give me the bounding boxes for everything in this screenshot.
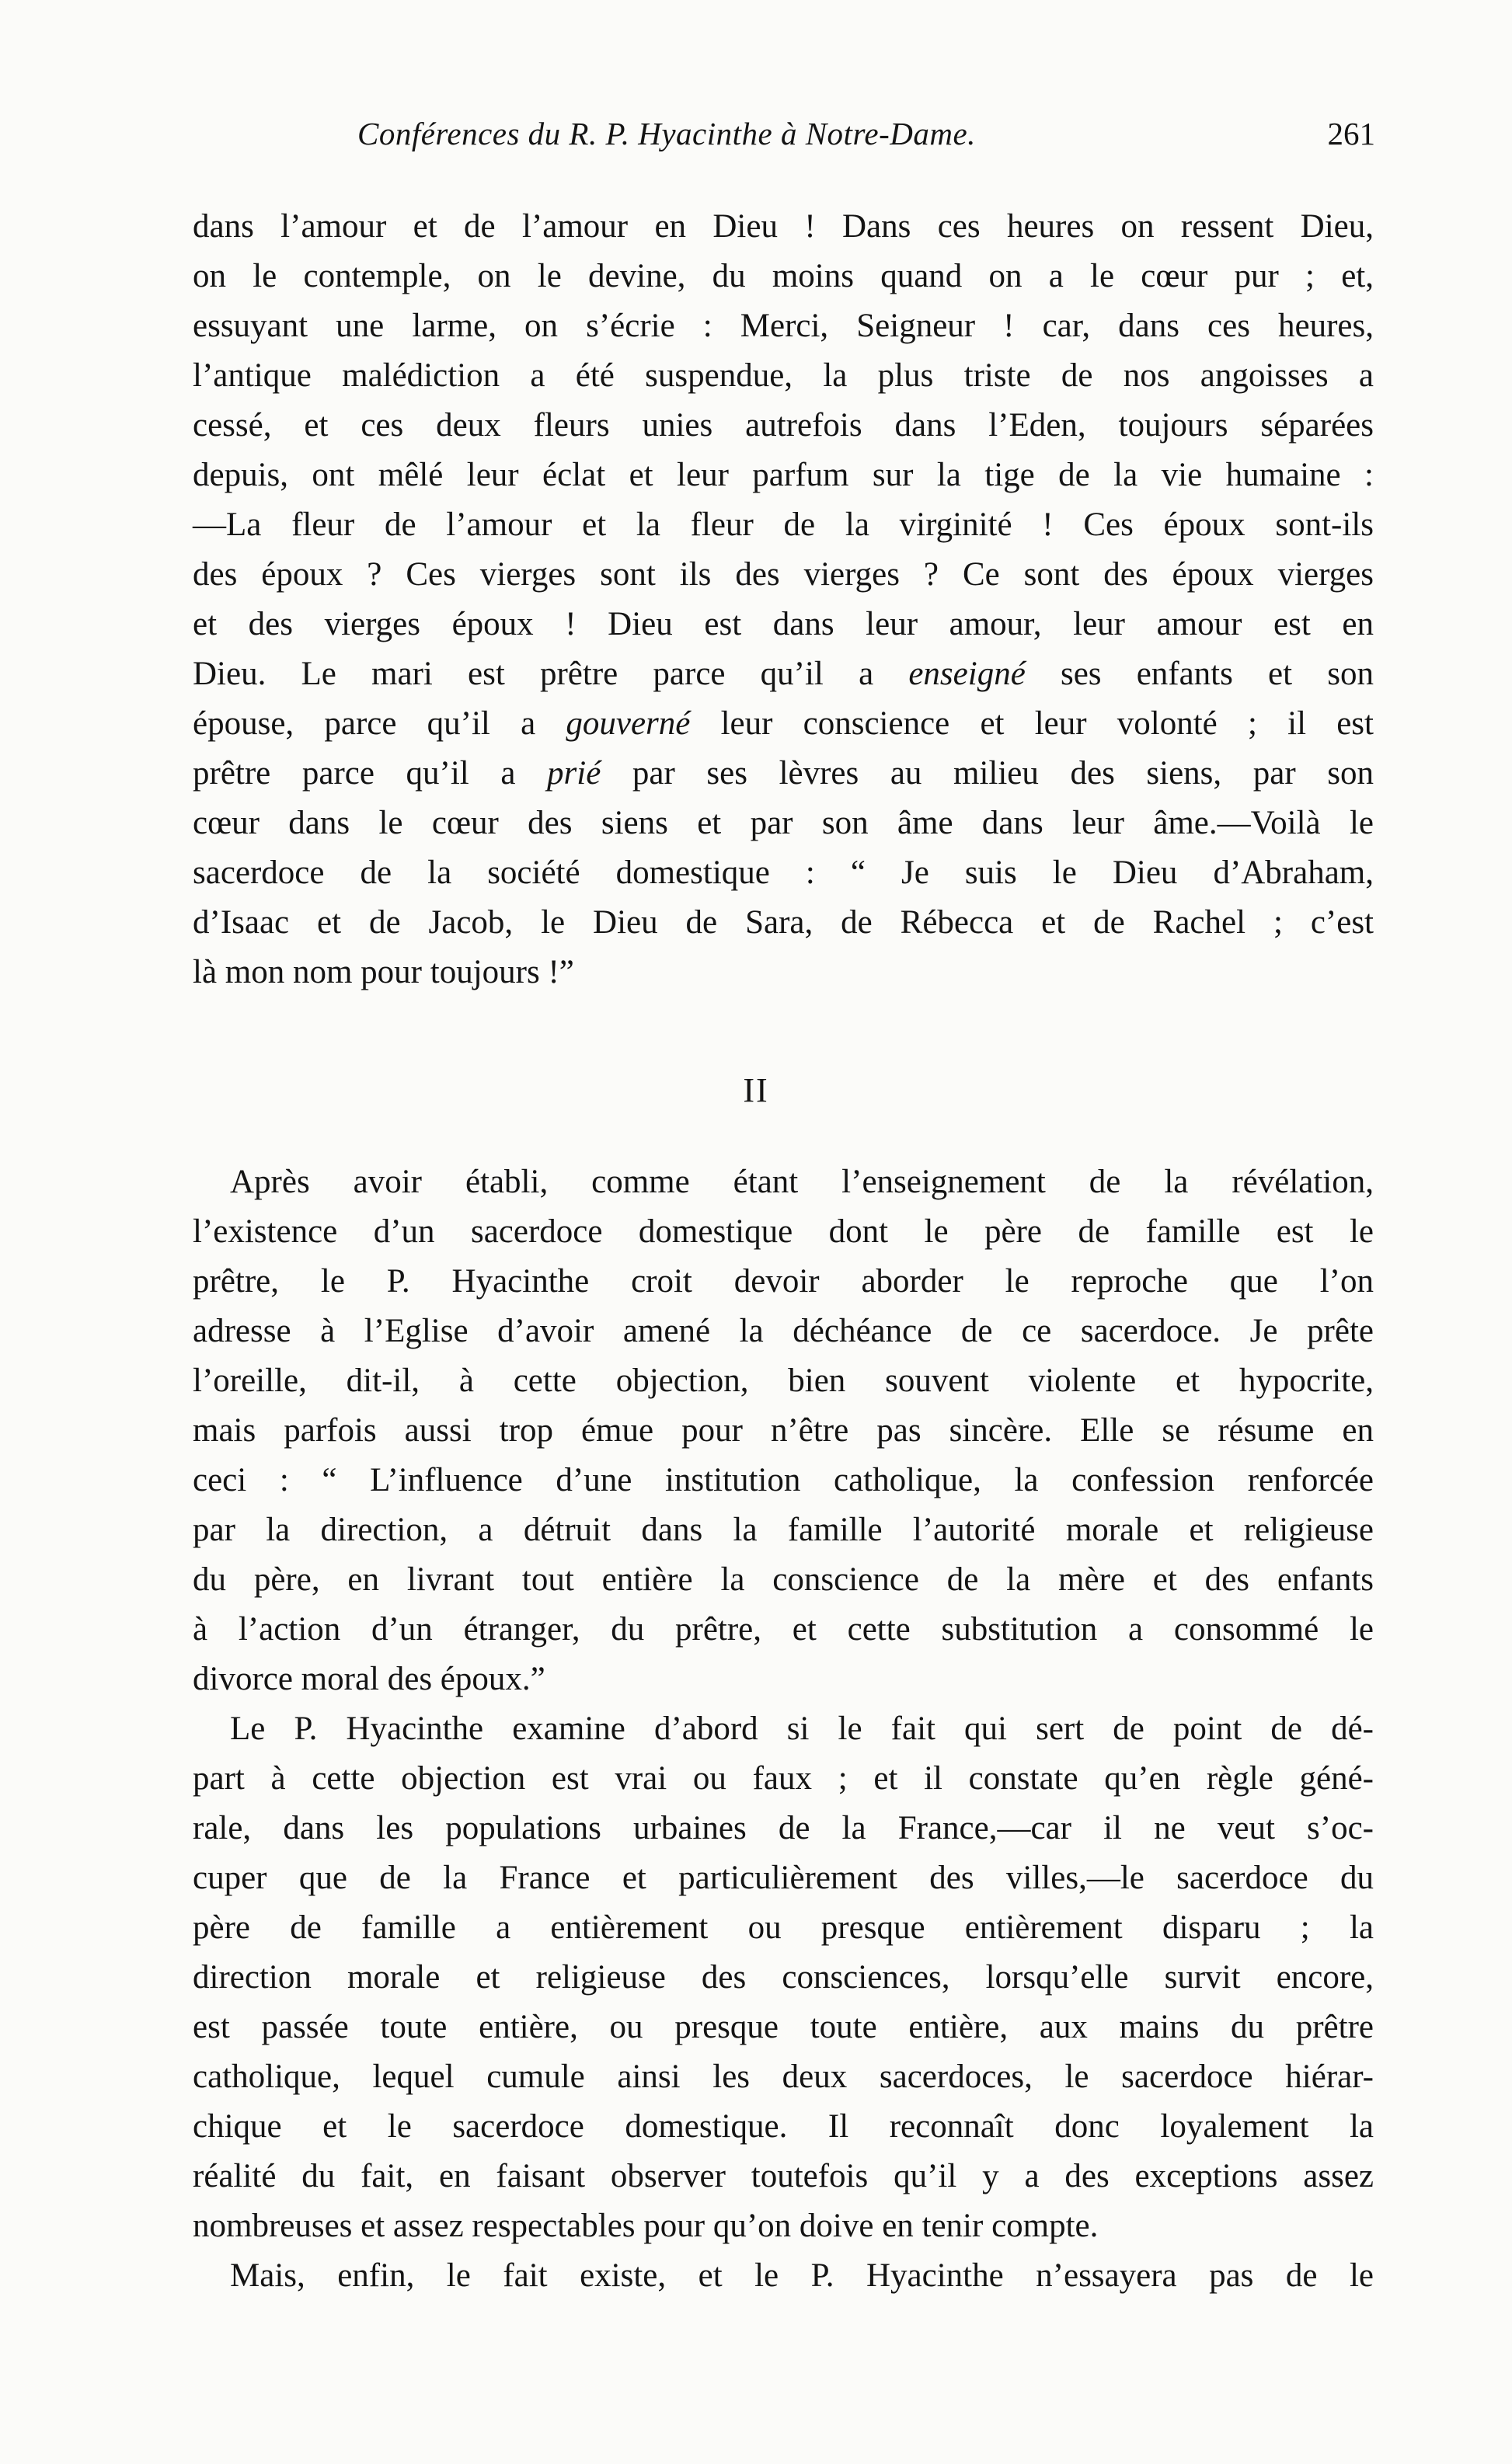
- page-number: 261: [1327, 116, 1375, 151]
- text-line: l’oreille, dit-il, à cette objection, bien souvent violente et hypocrite,: [193, 1363, 1374, 1399]
- text-span: par ses lèvres au milieu des siens, par son: [601, 755, 1374, 792]
- text-span: ses enfants et son: [1025, 656, 1374, 692]
- text-line: nombreuses et assez respectables pour qu’on doive en tenir compte.: [193, 2208, 1099, 2244]
- text-line: est passée toute entière, ou presque toute entière, aux mains du prêtre: [193, 2009, 1374, 2045]
- text-line: catholique, lequel cumule ainsi les deux sacerdoces, le sacerdoce hiérar-: [193, 2059, 1374, 2095]
- text-line: cuper que de la France et particulièrement des villes,—le sacerdoce du: [193, 1860, 1374, 1896]
- text-line: à l’action d’un étranger, du prêtre, et cette substitution a consommé le: [193, 1611, 1374, 1648]
- text-line: —La fleur de l’amour et la fleur de la virginité ! Ces époux sont-ils: [193, 506, 1374, 543]
- italic-word: gouverné: [566, 705, 691, 742]
- text-line: [193, 651, 1374, 698]
- text-line: là mon nom pour toujours !”: [193, 954, 574, 990]
- text-line: on le contemple, on le devine, du moins quand on a le cœur pur ; et,: [193, 258, 1374, 294]
- text-line: sacerdoce de la société domestique : “ Je suis le Dieu d’Abraham,: [193, 854, 1374, 891]
- section-heading: II: [743, 1071, 769, 1109]
- text-line: Le P. Hyacinthe examine d’abord si le fait qui sert de point de dé-: [230, 1711, 1374, 1747]
- text-span: leur conscience et leur volonté ; il est: [690, 705, 1374, 742]
- text-line: essuyant une larme, on s’écrie : Merci, Seigneur ! car, dans ces heures,: [193, 308, 1374, 344]
- text-line: prêtre, le P. Hyacinthe croit devoir aborder le reproche que l’on: [193, 1263, 1374, 1300]
- text-line: réalité du fait, en faisant observer toutefois qu’il y a des exceptions assez: [193, 2158, 1374, 2194]
- text-line: du père, en livrant tout entière la conscience de la mère et des enfants: [193, 1561, 1374, 1598]
- text-line: l’antique malédiction a été suspendue, la plus triste de nos angoisses a: [193, 357, 1374, 394]
- text-line: adresse à l’Eglise d’avoir amené la déchéance de ce sacerdoce. Je prête: [193, 1313, 1374, 1349]
- text-line: [193, 701, 1374, 747]
- text-line: ceci : “ L’influence d’une institution catholique, la confession renforcée: [193, 1462, 1374, 1498]
- text-span: prêtre parce qu’il a: [193, 755, 548, 792]
- text-line: Mais, enfin, le fait existe, et le P. Hyacinthe n’essayera pas de le: [230, 2257, 1374, 2294]
- running-header: [357, 115, 1375, 162]
- text-line: [193, 750, 1374, 797]
- italic-word: prié: [547, 755, 601, 792]
- text-line: mais parfois aussi trop émue pour n’être pas sincère. Elle se résume en: [193, 1412, 1374, 1449]
- text-line: rale, dans les populations urbaines de la France,—car il ne veut s’oc-: [193, 1810, 1374, 1846]
- text-line: divorce moral des époux.”: [193, 1661, 545, 1697]
- text-line: depuis, ont mêlé leur éclat et leur parfum sur la tige de la vie humaine :: [193, 457, 1374, 493]
- text-line: Après avoir établi, comme étant l’enseignement de la révélation,: [230, 1164, 1374, 1200]
- text-line: chique et le sacerdoce domestique. Il reconnaît donc loyalement la: [193, 2108, 1374, 2145]
- text-span: épouse, parce qu’il a: [193, 705, 566, 742]
- text-line: d’Isaac et de Jacob, le Dieu de Sara, de Rébecca et de Rachel ; c’est: [193, 904, 1374, 941]
- italic-word: enseigné: [908, 656, 1026, 692]
- text-line: part à cette objection est vrai ou faux ; et il constate qu’en règle géné-: [193, 1760, 1374, 1797]
- text-line: cœur dans le cœur des siens et par son âme dans leur âme.—Voilà le: [193, 805, 1374, 841]
- text-line: et des vierges époux ! Dieu est dans leur amour, leur amour est en: [193, 606, 1374, 642]
- text-line: dans l’amour et de l’amour en Dieu ! Dans ces heures on ressent Dieu,: [193, 208, 1374, 245]
- text-line: des époux ? Ces vierges sont ils des vierges ? Ce sont des époux vierges: [193, 556, 1374, 593]
- text-line: par la direction, a détruit dans la famille l’autorité morale et religieuse: [193, 1512, 1374, 1548]
- text-span: Dieu. Le mari est prêtre parce qu’il a: [193, 656, 909, 692]
- text-line: cessé, et ces deux fleurs unies autrefois dans l’Eden, toujours séparées: [193, 407, 1374, 444]
- text-line: direction morale et religieuse des consciences, lorsqu’elle survit encore,: [193, 1959, 1374, 1996]
- text-line: père de famille a entièrement ou presque entièrement disparu ; la: [193, 1909, 1374, 1946]
- running-title: Conférences du R. P. Hyacinthe à Notre-Dame.: [357, 116, 976, 151]
- text-line: l’existence d’un sacerdoce domestique dont le père de famille est le: [193, 1213, 1374, 1250]
